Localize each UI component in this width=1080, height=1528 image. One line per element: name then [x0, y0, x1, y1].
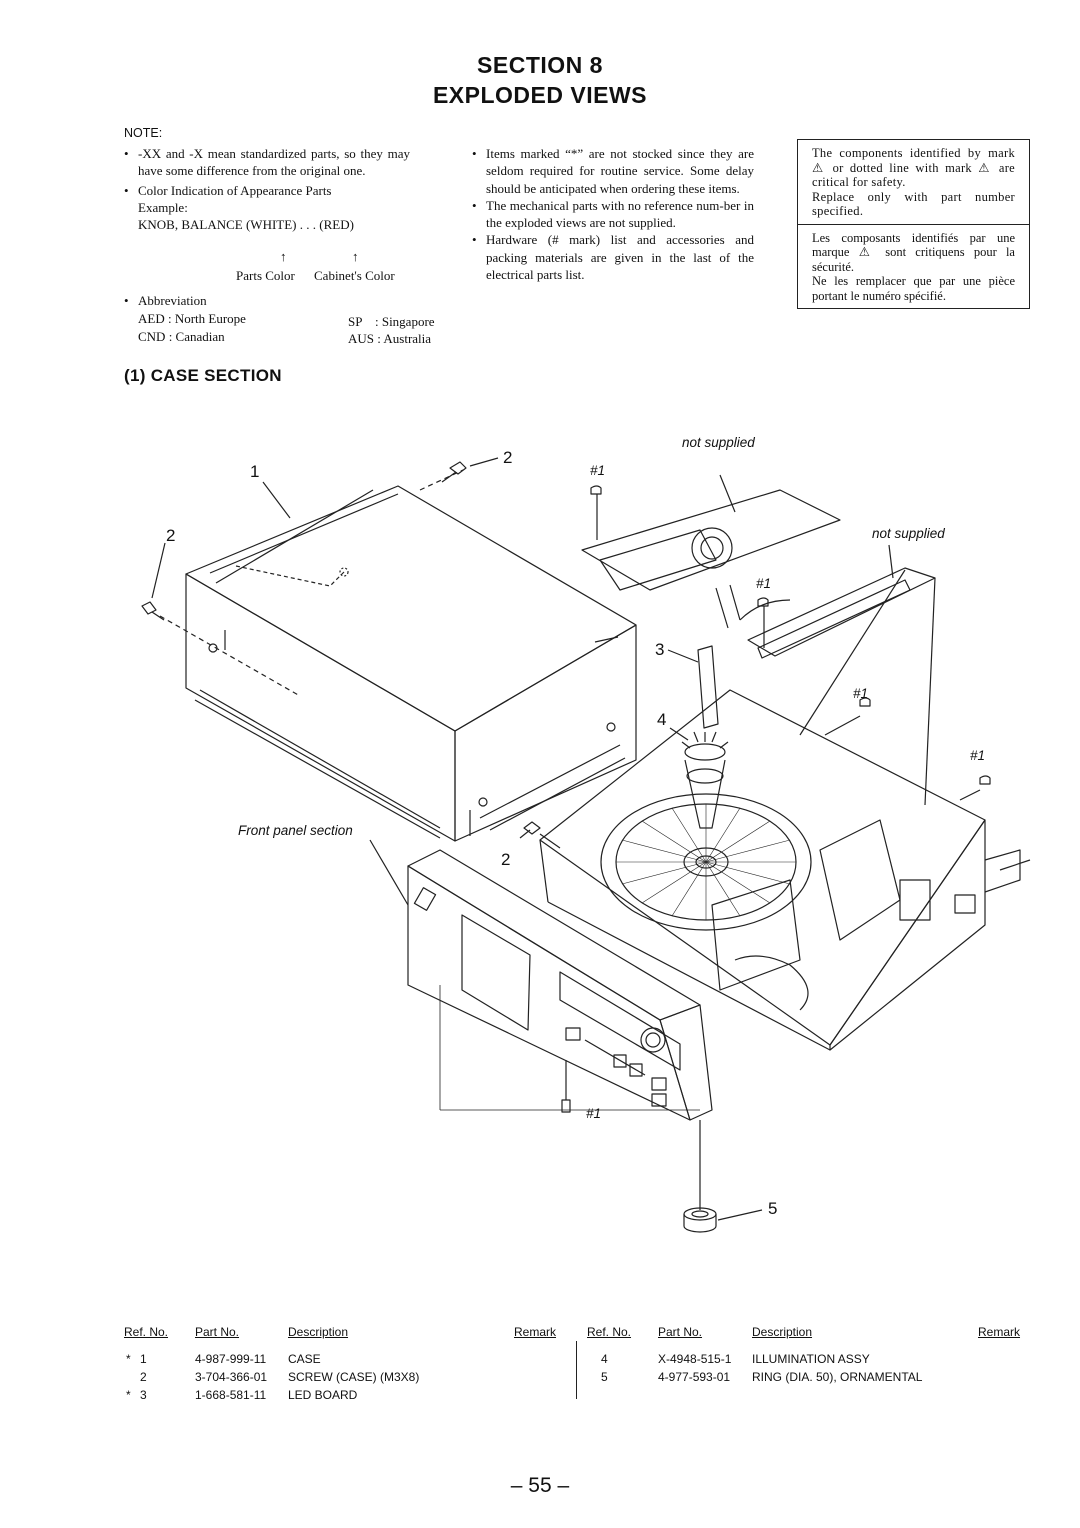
led-board-drawing	[668, 646, 718, 728]
upper-bracket-drawing	[582, 475, 840, 628]
row-ref: 5	[601, 1370, 608, 1384]
note-bullet-mechanical: • The mechanical parts with no reference num-ber in the exploded views are not supplied.	[472, 197, 754, 232]
note-bullet-not-stocked: • Items marked “*” are not stocked since they are seldom required for routine service. Some delay should be anticipated when ordering these items.	[472, 145, 754, 197]
safety-fr-critical: Les composants identifiés par une marque ⚠ sont critiquens pour la sécurité.	[812, 230, 1015, 274]
front-panel-drawing	[370, 840, 712, 1210]
callout-3: 3	[655, 640, 665, 659]
header-ref-no: Ref. No.	[124, 1325, 169, 1339]
not-supplied-label-1: not supplied	[682, 435, 755, 450]
case-cover-drawing	[160, 470, 636, 841]
safety-fr-replace: Ne les remplacer que par une pièce portant le numéro spécifié.	[812, 274, 1015, 303]
page-number: – 55 –	[510, 1474, 570, 1497]
row-description: CASE	[288, 1352, 321, 1366]
note-example-label: Example:	[138, 199, 188, 215]
cabinet-color-label: Cabinet's Color	[314, 268, 395, 283]
row-description: SCREW (CASE) (M3X8)	[288, 1370, 420, 1384]
illumination-assy-drawing	[670, 728, 728, 828]
lower-bracket-drawing	[748, 545, 935, 805]
row-ref: 1	[140, 1352, 147, 1366]
row-description: LED BOARD	[288, 1388, 358, 1402]
safety-en-critical: The components identified by mark ⚠ or dotted line with mark ⚠ are critical for safety.	[812, 146, 1015, 189]
note-bullet-standardized: • -XX and -X mean standardized parts, so they may have some difference from the original one.	[124, 145, 410, 180]
callout-1: 1	[250, 462, 260, 481]
row-ref: 2	[140, 1370, 147, 1384]
table-column-divider	[576, 1341, 577, 1399]
parts-color-label: Parts Color	[236, 268, 295, 283]
page-title: EXPLODED VIEWS	[432, 82, 648, 108]
hardware-1-label: #1	[853, 686, 869, 701]
header-remark: Remark	[514, 1325, 557, 1339]
row-ref: 3	[140, 1388, 147, 1402]
header-part-no: Part No.	[658, 1325, 703, 1339]
abbrev-aus: AUS : Australia	[348, 331, 432, 346]
hardware-1-label: #1	[586, 1106, 602, 1121]
row-part-no: 3-704-366-01	[195, 1370, 268, 1384]
row-description: RING (DIA. 50), ORNAMENTAL	[752, 1370, 923, 1384]
arrow-cabinet-color: ↑	[352, 249, 359, 264]
header-part-no: Part No.	[195, 1325, 240, 1339]
ornamental-ring-drawing	[684, 1208, 762, 1232]
front-panel-label: Front panel section	[238, 823, 353, 838]
abbrev-aed: AED : North Europe	[138, 311, 246, 326]
callout-2-left: 2	[166, 526, 176, 545]
row-part-no: 4-987-999-11	[195, 1352, 267, 1366]
note-bullet-color: • Color Indication of Appearance Parts	[124, 182, 410, 199]
note-label: NOTE:	[124, 126, 163, 140]
abbreviation-label: • Abbreviation	[124, 292, 1080, 309]
callout-2-bottom: 2	[501, 850, 511, 869]
row-star: *	[126, 1352, 131, 1366]
arrow-parts-color: ↑	[280, 249, 287, 264]
not-supplied-label-2: not supplied	[872, 526, 945, 541]
section-number: SECTION 8	[477, 52, 603, 78]
abbrev-cnd: CND : Canadian	[138, 329, 225, 344]
hardware-1-label: #1	[590, 463, 606, 478]
callout-2-top: 2	[503, 448, 513, 467]
note-bullet-hardware: • Hardware (# mark) list and accessories and packing materials are given in the last of the electrical parts list.	[472, 231, 754, 283]
case-section-heading: (1) CASE SECTION	[124, 366, 282, 385]
header-remark: Remark	[978, 1325, 1021, 1339]
hardware-1-label: #1	[970, 748, 986, 763]
row-part-no: 4-977-593-01	[658, 1370, 731, 1384]
row-part-no: X-4948-515-1	[658, 1352, 732, 1366]
callout-5: 5	[768, 1199, 778, 1218]
header-ref-no: Ref. No.	[587, 1325, 632, 1339]
row-part-no: 1-668-581-11	[195, 1388, 267, 1402]
header-description: Description	[288, 1325, 349, 1339]
row-description: ILLUMINATION ASSY	[752, 1352, 870, 1366]
row-ref: 4	[601, 1352, 608, 1366]
callout-4: 4	[657, 710, 667, 729]
hardware-1-label: #1	[756, 576, 772, 591]
abbrev-sp: SP : Singapore	[348, 314, 435, 329]
chassis-drawing	[540, 690, 1030, 1050]
safety-en-replace: Replace only with part number specified.	[812, 189, 1015, 218]
row-star: *	[126, 1388, 131, 1402]
note-example-line: KNOB, BALANCE (WHITE) . . . (RED)	[138, 217, 354, 233]
header-description: Description	[752, 1325, 813, 1339]
